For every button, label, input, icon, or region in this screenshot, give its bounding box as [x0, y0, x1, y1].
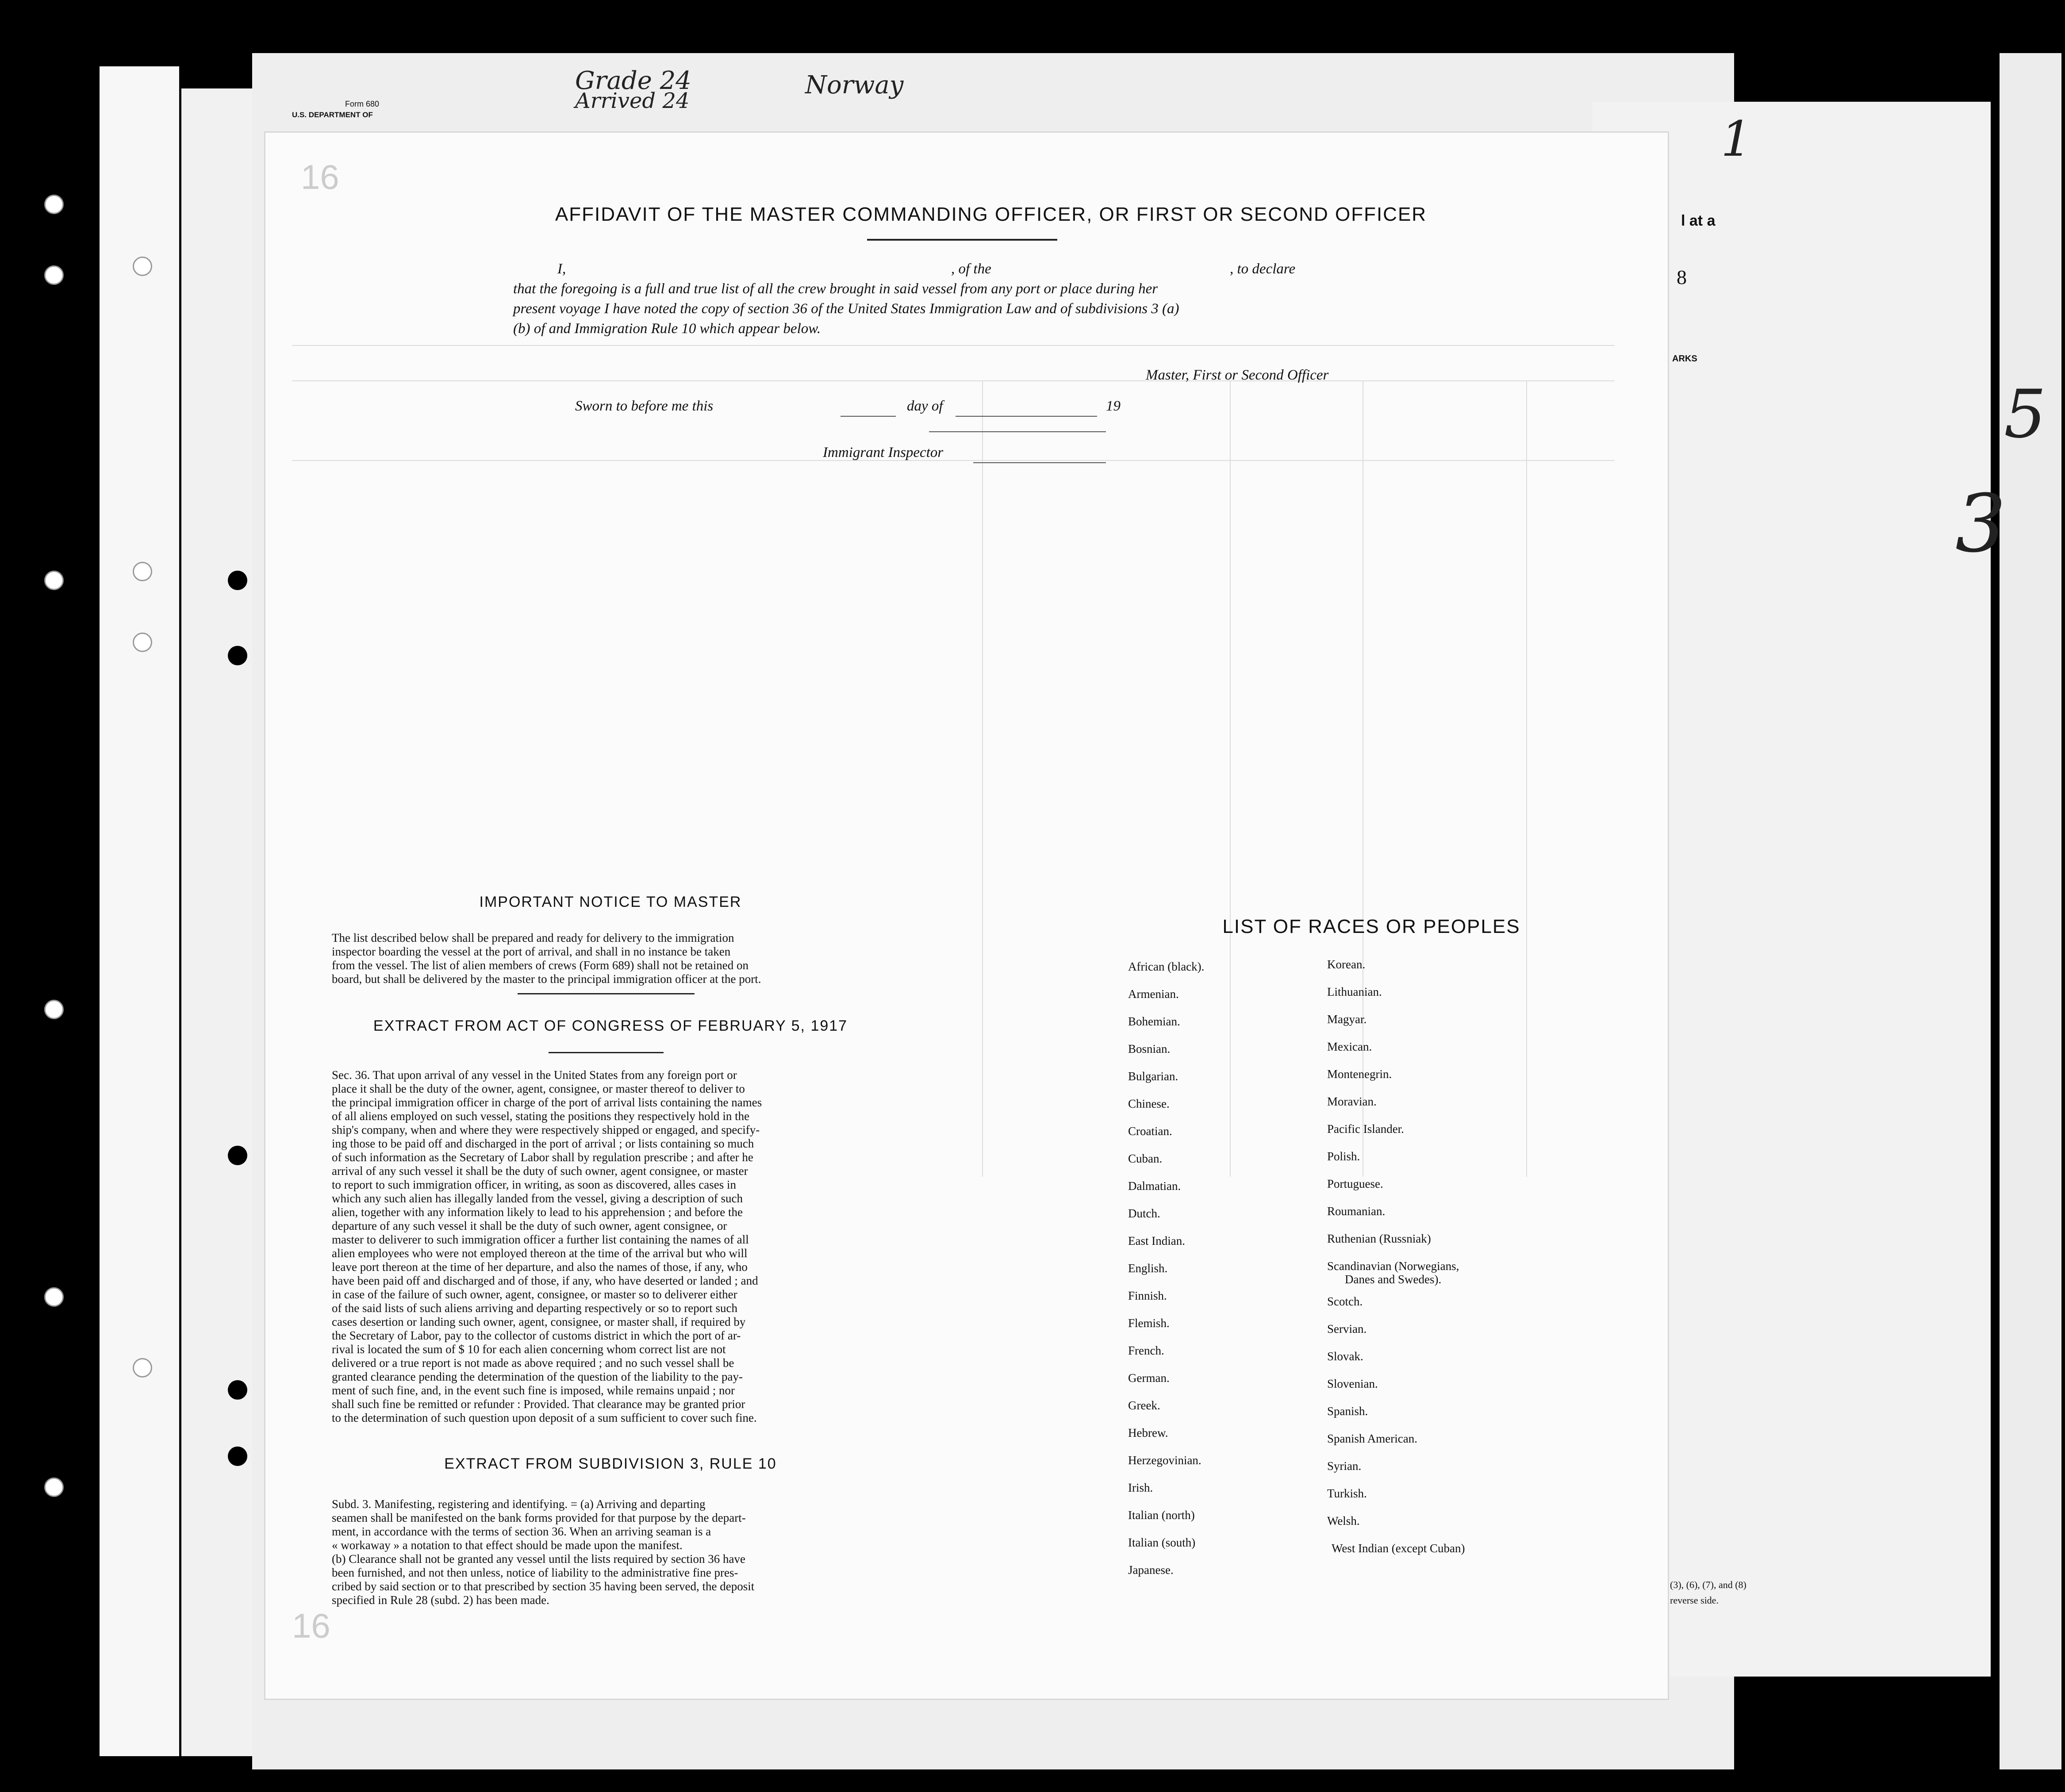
race-item: Bohemian.: [1128, 1015, 1180, 1028]
race-item: Italian (north): [1128, 1508, 1195, 1522]
race-item: Bosnian.: [1128, 1042, 1171, 1055]
rule-line: ment, in accordance with the terms of section 36. When an arriving seaman is a: [332, 1525, 711, 1538]
stamp-page-number-bottom: 16: [292, 1606, 330, 1645]
races-title: LIST OF RACES OR PEOPLES: [1222, 916, 1520, 937]
inspector-blank: [973, 462, 1106, 463]
binder-hole: [133, 257, 152, 276]
binder-hole: [44, 1287, 64, 1307]
notice-title: IMPORTANT NOTICE TO MASTER: [479, 894, 742, 910]
handwritten-country: Norway: [805, 71, 904, 100]
affidavit-line-4: (b) of and Immigration Rule 10 which appear below.: [513, 321, 821, 337]
race-item: Spanish American.: [1327, 1432, 1417, 1445]
race-item: Moravian.: [1327, 1095, 1377, 1108]
act-line: ing those to be paid off and discharged in the port of arrival ; or lists containing so much: [332, 1137, 754, 1150]
race-item: Hebrew.: [1128, 1426, 1168, 1439]
binder-hole: [133, 562, 152, 581]
act-line: ment of such fine, and, in the event such fine is imposed, while remains unpaid ; nor: [332, 1384, 735, 1397]
act-line: arrival of any such vessel it shall be the duty of such owner, agent consignee, or master: [332, 1164, 748, 1178]
affidavit-i: I,: [557, 261, 566, 277]
act-line: the principal immigration officer in charge of the port of arrival lists containing the names: [332, 1096, 762, 1109]
extract-act-rule: [549, 1052, 664, 1053]
extract-act-text: [332, 1068, 889, 1425]
race-item: Turkish.: [1327, 1487, 1367, 1500]
signature-blank: [929, 431, 1106, 432]
act-line: granted clearance pending the determination of the question of the liability to the pay-: [332, 1370, 743, 1383]
race-item: Japanese.: [1128, 1563, 1174, 1577]
race-item: Syrian.: [1327, 1459, 1362, 1473]
notice-line: from the vessel. The list of alien members of crews (Form 689) shall not be retained on: [332, 959, 749, 972]
act-line: alien, together with any information likely to lead to his apprehension ; and before the: [332, 1205, 743, 1219]
race-item: Dutch.: [1128, 1207, 1160, 1220]
race-item: East Indian.: [1128, 1234, 1185, 1247]
act-line: cases desertion or landing such owner, agent, consignee, or master shall, if required by: [332, 1315, 746, 1328]
race-item: Roumanian.: [1327, 1205, 1386, 1218]
act-line: departure of any such vessel it shall be the duty of such owner, agent consignee, or: [332, 1219, 727, 1232]
race-item: Finnish.: [1128, 1289, 1167, 1302]
race-item: Servian.: [1327, 1322, 1367, 1335]
race-item: Mexican.: [1327, 1040, 1372, 1053]
act-line: leave port thereon at the time of her departure, and also the names of those, if any, who: [332, 1260, 748, 1274]
ghost-table-column: [1526, 380, 1527, 1177]
race-item: Italian (south): [1128, 1536, 1196, 1549]
handwritten-mark-3: 3: [1955, 478, 2006, 570]
affidavit-to-declare: , to declare: [1230, 261, 1296, 277]
punch-hole: [228, 1447, 247, 1466]
act-line: master to deliverer to such immigration officer a further list containing the names of all: [332, 1233, 749, 1246]
master-signature-label: Master, First or Second Officer: [1146, 367, 1329, 383]
right-fragment-footnote: (3), (6), (7), and (8): [1670, 1579, 1746, 1590]
month-blank: [956, 416, 1097, 417]
act-line: alien employees who were not employed thereon at the time of the arrival but who will: [332, 1247, 748, 1260]
race-item: Croatian.: [1128, 1124, 1172, 1138]
act-line: of such information as the Secretary of Labor shall by regulation prescribe ; and after he: [332, 1151, 753, 1164]
race-item: German.: [1128, 1371, 1170, 1385]
title-rule: [867, 239, 1057, 241]
extract-rule-title: EXTRACT FROM SUBDIVISION 3, RULE 10: [444, 1455, 777, 1472]
binder-hole: [133, 633, 152, 652]
handwritten-grade: Grade 24: [575, 66, 691, 95]
race-item: Chinese.: [1128, 1097, 1170, 1110]
inspector-label: Immigrant Inspector: [823, 445, 944, 460]
handwritten-page-number: 1: [1721, 111, 1752, 167]
race-item: Irish.: [1128, 1481, 1153, 1494]
notice-line: board, but shall be delivered by the master to the principal immigration officer at the port.: [332, 972, 761, 986]
background-sheet-left: [100, 66, 179, 1756]
race-item: West Indian (except Cuban): [1332, 1542, 1465, 1555]
race-item-continued: Danes and Swedes).: [1345, 1273, 1442, 1286]
notice-line: inspector boarding the vessel at the port of arrival, and shall in no instance be taken: [332, 945, 731, 958]
extract-rule-text: [332, 1497, 889, 1607]
race-item: Greek.: [1128, 1399, 1160, 1412]
race-item: Armenian.: [1128, 987, 1179, 1001]
act-line: to report to such immigration officer, in writing, as soon as discovered, alles cases in: [332, 1178, 736, 1191]
act-line: the Secretary of Labor, pay to the collector of customs district in which the port of ar-: [332, 1329, 741, 1342]
binder-hole: [44, 195, 64, 214]
race-item: Polish.: [1327, 1150, 1360, 1163]
day-of-label: day of: [907, 398, 943, 414]
ghost-table-column: [982, 380, 983, 1177]
notice-text: [332, 931, 889, 986]
race-item: Pacific Islander.: [1327, 1122, 1404, 1136]
race-item: Slovak.: [1327, 1350, 1363, 1363]
rule-line: Subd. 3. Manifesting, registering and identifying. = (a) Arriving and departing: [332, 1497, 706, 1511]
ghost-table-rule: [292, 380, 1615, 381]
race-item: Cuban.: [1128, 1152, 1163, 1165]
act-line: Sec. 36. That upon arrival of any vessel in the United States from any foreign port or: [332, 1068, 737, 1082]
handwritten-mark-5: 5: [2004, 376, 2046, 453]
sworn-label: Sworn to before me this: [575, 398, 714, 414]
handwritten-arrived: Arrived 24: [575, 88, 690, 113]
race-item: Montenegrin.: [1327, 1067, 1392, 1081]
race-item: Spanish.: [1327, 1404, 1368, 1418]
act-line: have been paid off and discharged and of those, if any, who have deserted or landed ; and: [332, 1274, 758, 1287]
act-line: rival is located the sum of $ 10 for each alien concerning whom correct list are not: [332, 1343, 726, 1356]
binder-hole: [133, 1358, 152, 1378]
punch-hole: [228, 571, 247, 590]
form-number-label: Form 680: [345, 100, 380, 108]
act-line: delivered or a true report is not made as above required ; and no such vessel shall be: [332, 1356, 734, 1370]
punch-hole: [228, 646, 247, 665]
binder-hole: [44, 1000, 64, 1019]
rule-line: specified in Rule 28 (subd. 2) has been made.: [332, 1593, 549, 1607]
punch-hole: [228, 1380, 247, 1400]
department-label: U.S. DEPARTMENT OF: [292, 111, 373, 119]
race-item: Slovenian.: [1327, 1377, 1378, 1390]
binder-hole: [44, 571, 64, 590]
act-line: place it shall be the duty of the owner, agent, consignee, or master thereof to deliver to: [332, 1082, 745, 1095]
right-fragment-footnote-2: reverse side.: [1670, 1595, 1719, 1606]
right-fragment-number: 8: [1677, 266, 1687, 288]
affidavit-page: [265, 133, 1668, 1699]
affidavit-title: AFFIDAVIT OF THE MASTER COMMANDING OFFICER, OR FIRST OR SECOND OFFICER: [555, 203, 1427, 225]
right-fragment-remarks: ARKS: [1672, 354, 1697, 364]
year-label: 19: [1106, 398, 1121, 414]
background-sheet-right-edge: [2000, 53, 2061, 1769]
background-sheet-left-2: [181, 88, 252, 1756]
race-item: Korean.: [1327, 958, 1366, 971]
race-item: Magyar.: [1327, 1013, 1367, 1026]
race-item: Scandinavian (Norwegians,: [1327, 1259, 1459, 1273]
binder-hole: [44, 265, 64, 285]
right-fragment-header: l at a: [1681, 212, 1716, 229]
affidavit-line-2: that the foregoing is a full and true list of all the crew brought in said vessel from any port or place during her: [513, 281, 1158, 297]
notice-rule: [518, 993, 695, 994]
act-line: ship's company, when and where they were respectively shipped or engaged, and specify-: [332, 1123, 760, 1136]
rule-line: cribed by said section or to that prescribed by section 35 having been served, the deposit: [332, 1580, 755, 1593]
act-line: in case of the failure of such owner, agent, consignee, or master so to deliverer either: [332, 1288, 737, 1301]
act-line: to the determination of such question upon deposit of a sum sufficient to cover such fine.: [332, 1411, 757, 1424]
affidavit-of-the: , of the: [951, 261, 991, 277]
race-item: French.: [1128, 1344, 1164, 1357]
race-item: Dalmatian.: [1128, 1179, 1181, 1193]
act-line: shall such fine be remitted or refunder : Provided. That clearance may be granted prior: [332, 1397, 745, 1411]
punch-hole: [228, 1146, 247, 1165]
ghost-table-rule: [292, 460, 1615, 461]
ghost-table-column: [1230, 380, 1231, 1177]
race-item: Portuguese.: [1327, 1177, 1383, 1190]
affidavit-line-3: present voyage I have noted the copy of section 36 of the United States Immigration Law and of subdivisions 3 (a): [513, 301, 1179, 317]
notice-line: The list described below shall be prepared and ready for delivery to the immigration: [332, 931, 734, 944]
act-line: of all aliens employed on such vessel, stating the positions they respectively hold in the: [332, 1109, 750, 1123]
rule-line: (b) Clearance shall not be granted any vessel until the lists required by section 36 have: [332, 1552, 745, 1566]
rule-line: been furnished, and not then unless, notice of liability to the administrative fine pres-: [332, 1566, 738, 1579]
race-item: Herzegovinian.: [1128, 1454, 1201, 1467]
binder-hole: [44, 1477, 64, 1497]
race-item: Bulgarian.: [1128, 1070, 1178, 1083]
stamp-page-number-top: 16: [301, 157, 339, 196]
race-item: African (black).: [1128, 960, 1205, 973]
race-item: Scotch.: [1327, 1295, 1363, 1308]
rule-line: seamen shall be manifested on the bank forms provided for that purpose by the depart-: [332, 1511, 746, 1524]
extract-act-title: EXTRACT FROM ACT OF CONGRESS OF FEBRUARY 5, 1917: [373, 1017, 848, 1034]
act-line: of the said lists of such aliens arriving and departing respectively or so to report such: [332, 1301, 738, 1315]
rule-line: « workaway » a notation to that effect should be made upon the manifest.: [332, 1539, 683, 1552]
act-line: which any such alien has illegally landed from the vessel, giving a description of such: [332, 1192, 743, 1205]
ghost-table-rule: [292, 345, 1615, 346]
race-item: English.: [1128, 1262, 1168, 1275]
race-item: Flemish.: [1128, 1316, 1170, 1330]
race-item: Lithuanian.: [1327, 985, 1382, 998]
day-blank: [841, 416, 896, 417]
race-item: Welsh.: [1327, 1514, 1360, 1527]
race-item: Ruthenian (Russniak): [1327, 1232, 1431, 1245]
